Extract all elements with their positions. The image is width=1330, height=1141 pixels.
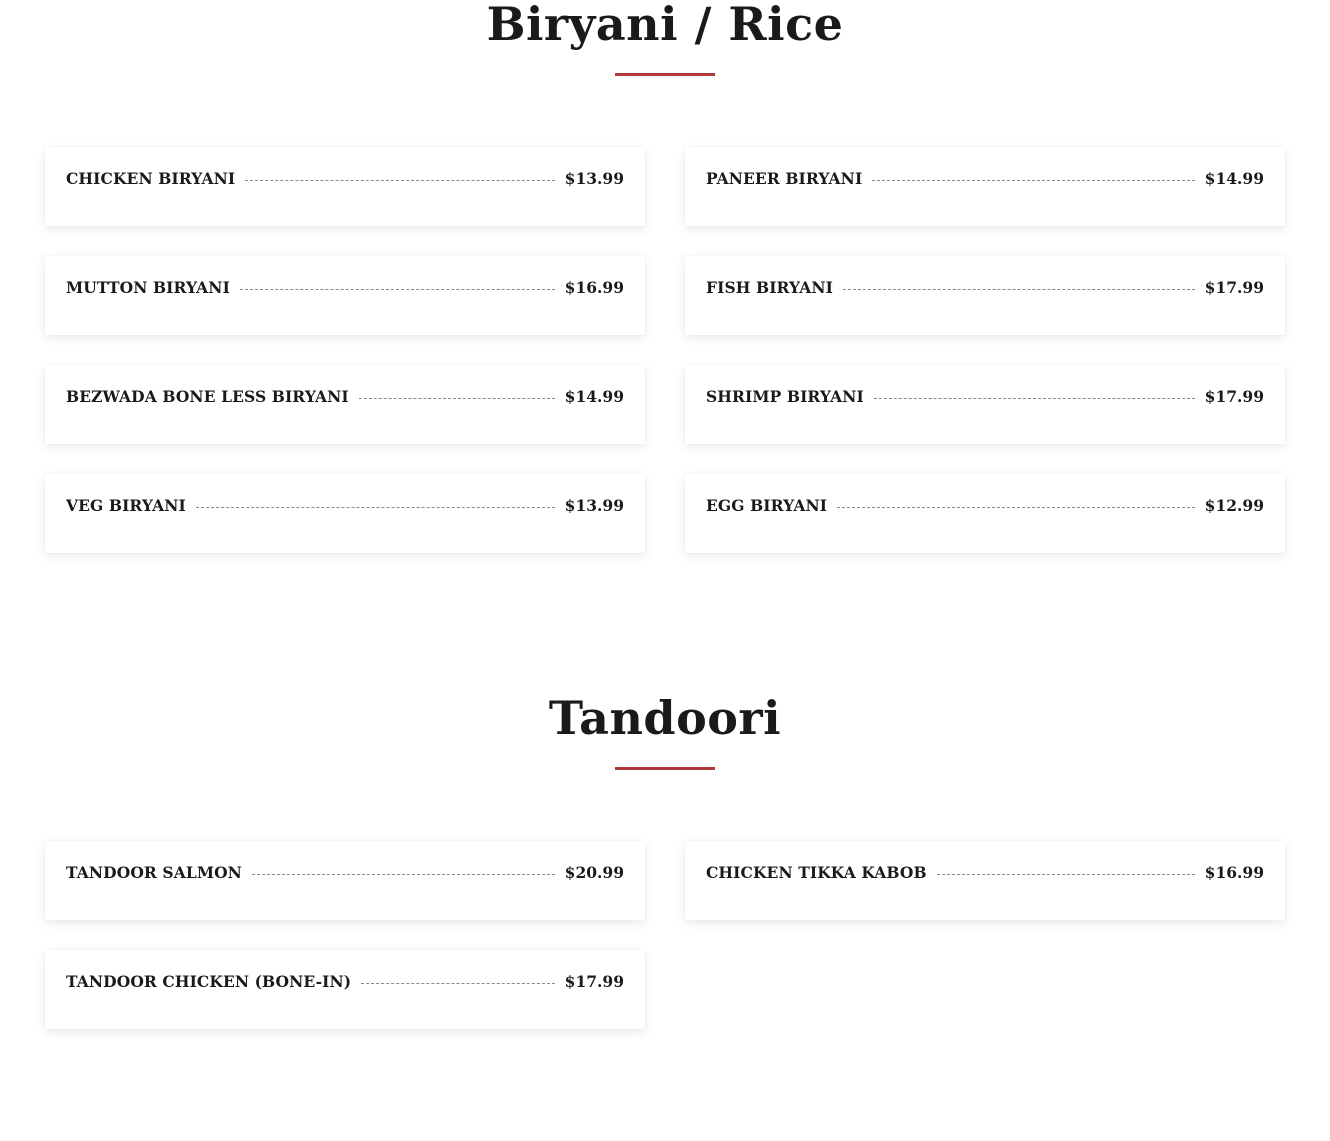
menu-item-card[interactable] (45, 474, 645, 553)
section-title: Biryani / Rice (486, 0, 844, 51)
menu-item-card[interactable] (45, 147, 645, 226)
dotted-leader (361, 983, 554, 984)
menu-item-card[interactable] (45, 365, 645, 444)
menu-item-price: $13.99 (564, 496, 624, 515)
menu-item-name: BEZWADA BONE LESS BIRYANI (66, 387, 349, 406)
menu-item-price: $17.99 (564, 972, 624, 991)
menu-item-card[interactable] (685, 147, 1285, 226)
menu-item-name: TANDOOR CHICKEN (BONE-IN) (66, 972, 352, 991)
dotted-leader (359, 398, 555, 399)
menu-item-price: $17.99 (1204, 278, 1264, 297)
menu-item-name: TANDOOR SALMON (66, 863, 242, 882)
dotted-leader (874, 398, 1195, 399)
menu-item-name: SHRIMP BIRYANI (706, 387, 864, 406)
menu-item-name: VEG BIRYANI (66, 496, 186, 515)
dotted-leader (196, 507, 555, 508)
menu-item-name: CHICKEN BIRYANI (66, 169, 236, 188)
dotted-leader (937, 874, 1195, 875)
dotted-leader (252, 874, 555, 875)
dotted-leader (245, 180, 554, 181)
menu-item-card[interactable] (685, 365, 1285, 444)
title-underline (615, 767, 715, 770)
menu-item-card[interactable] (685, 474, 1285, 553)
menu-item-card[interactable] (685, 256, 1285, 335)
dotted-leader (872, 180, 1194, 181)
menu-item-price: $20.99 (564, 863, 624, 882)
menu-item-name: CHICKEN TIKKA KABOB (706, 863, 927, 882)
menu-item-card[interactable] (45, 256, 645, 335)
menu-item-price: $13.99 (564, 169, 624, 188)
menu-item-name: EGG BIRYANI (706, 496, 828, 515)
menu-item-price: $16.99 (1204, 863, 1264, 882)
menu-item-name: FISH BIRYANI (706, 278, 833, 297)
dotted-leader (843, 289, 1195, 290)
menu-item-name: PANEER BIRYANI (706, 169, 863, 188)
menu-item-price: $17.99 (1204, 387, 1264, 406)
dotted-leader (240, 289, 555, 290)
title-underline (615, 73, 715, 76)
menu-item-price: $14.99 (1204, 169, 1264, 188)
menu-item-price: $12.99 (1204, 496, 1264, 515)
menu-item-price: $16.99 (564, 278, 624, 297)
dotted-leader (837, 507, 1195, 508)
menu-item-name: MUTTON BIRYANI (66, 278, 230, 297)
menu-item-card[interactable] (45, 841, 645, 920)
menu-item-card[interactable] (45, 950, 645, 1029)
menu-item-price: $14.99 (564, 387, 624, 406)
menu-item-card[interactable] (685, 841, 1285, 920)
section-title: Tandoori (548, 691, 782, 745)
